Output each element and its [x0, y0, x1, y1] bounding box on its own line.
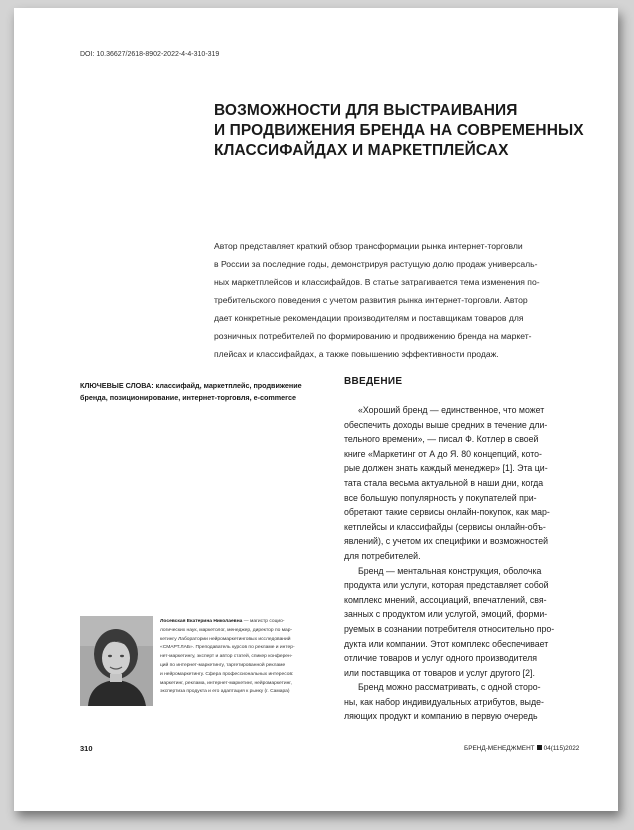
body-line: книге «Маркетинг от А до Я. 80 концепций, кото-	[344, 448, 542, 459]
body-line: продукта или услуги, которая представляет собой	[344, 580, 549, 591]
issue-number: 04(115)2022	[543, 745, 580, 752]
abstract-line: ных маркетплейсов и классифайдов. В статье затрагивается тема изменения по-	[214, 277, 540, 287]
abstract-line: в России за последние годы, демонстрируя растущую долю продаж универсаль-	[214, 259, 538, 269]
body-line: обеспечить доходы выше средних в течение дли-	[344, 419, 548, 430]
journal-page	[14, 8, 618, 811]
abstract-line: дает конкретные рекомендации производителям и поставщикам товаров для	[214, 313, 524, 323]
author-bio-line: ций по интернет-маркетингу, таргетированной рекламе	[160, 662, 286, 668]
author-bio-line: кетингу Лаборатории нейромаркетинговых исследований	[160, 636, 291, 642]
author-bio-line: маркетинг, реклама, интернет-маркетинг, нейромаркетинг,	[160, 680, 292, 686]
author-bio-line: экспертиза продукта и его адаптация к рынку (г. Самара)	[160, 689, 290, 695]
author-bio-line	[160, 618, 338, 627]
body-line: тельного времени», — писал Ф. Котлер в своей	[344, 434, 539, 445]
body-line: Бренд можно рассматривать, с одной сторо-	[358, 682, 541, 693]
abstract-line: плейсах и классифайдах, а также повышению эффективности продаж.	[214, 349, 499, 359]
body-line: рые должен знать каждый менеджер» [1]. Эта ци-	[344, 463, 548, 474]
square-separator-icon	[537, 745, 542, 750]
body-line: все большую популярность у покупателей при-	[344, 492, 537, 503]
title-line: ВОЗМОЖНОСТИ ДЛЯ ВЫСТРАИВАНИЯ	[214, 102, 518, 119]
doi: DOI: 10.36627/2618-8902-2022-4-4-310-319	[80, 51, 220, 58]
body-line: Бренд — ментальная конструкция, оболочка	[358, 565, 542, 576]
body-line: обретают такие сервисы онлайн-покупок, как мар-	[344, 507, 550, 518]
author-bio-line: логических наук, маркетолог, менеджер, директор по мар-	[160, 627, 293, 633]
body-line: занных с продуктом или услугой, эмоций, форми-	[344, 609, 548, 620]
body-line: комплекс мнений, ассоциаций, впечатлений, свя-	[344, 594, 547, 605]
keywords-line-1: классифайд, маркетплейс, продвижение	[153, 381, 302, 390]
body-line: тата стала весьма актуальной в наши дни, когда	[344, 477, 544, 488]
body-text	[344, 403, 594, 724]
body-line: отличие товаров и услуг одного производителя	[344, 653, 538, 664]
body-line: ны, как набор индивидуальных атрибутов, выде-	[344, 696, 544, 707]
author-bio-line: «СМАРТ.ЛАБ». Преподаватель курсов по рекламе и интер-	[160, 645, 295, 651]
body-line: явлений), с учетом их специфики и возможностей	[344, 536, 548, 547]
body-line: дукта или компании. Этот комплекс обеспечивает	[344, 638, 549, 649]
body-line: ляющих продукт и компанию в первую очередь	[344, 711, 538, 722]
body-line: или поставщика от товаров и услуг другого [2].	[344, 667, 535, 678]
author-bio-text: — магистр социо-	[242, 619, 285, 624]
body-line: кетплейсы и классифайды (сервисы онлайн-объ-	[344, 521, 546, 532]
abstract	[214, 237, 594, 363]
author-photo	[80, 616, 153, 706]
author-portrait-icon	[80, 616, 153, 706]
title-line: КЛАССИФАЙДАХ И МАРКЕТПЛЕЙСАХ	[214, 142, 509, 159]
abstract-line: требительского поведения с учетом развития рынка интернет-торговли. Автор	[214, 295, 528, 305]
author-bio-line: и нейромаркетингу. Сфера профессиональных интересов:	[160, 671, 294, 677]
body-line: для потребителей.	[344, 550, 421, 561]
keywords-label: КЛЮЧЕВЫЕ СЛОВА:	[80, 381, 154, 390]
abstract-line: Автор представляет краткий обзор трансформации рынка интернет-торговли	[214, 241, 523, 251]
journal-name: БРЕНД-МЕНЕДЖМЕНТ	[464, 745, 535, 752]
body-line: руемых в сознании потребителя относительно про-	[344, 623, 555, 634]
journal-footer	[464, 745, 579, 752]
page-number: 310	[80, 744, 93, 753]
author-bio	[160, 618, 338, 697]
keywords	[80, 380, 320, 403]
section-heading: ВВЕДЕНИЕ	[344, 376, 403, 387]
abstract-line: розничных потребителей по формированию и продвижению бренда на маркет-	[214, 331, 532, 341]
author-name: Лосевская Екатерина Николаевна	[160, 619, 243, 624]
title-line: И ПРОДВИЖЕНИЯ БРЕНДА НА СОВРЕМЕННЫХ	[214, 122, 584, 139]
keywords-line-2: бренда, позиционирование, интернет-торговля, e-commerce	[80, 392, 296, 402]
author-bio-line: нет-маркетингу, эксперт и автор статей, спикер конферен-	[160, 654, 293, 660]
body-line: «Хороший бренд — единственное, что может	[358, 405, 545, 415]
article-title	[214, 101, 604, 161]
